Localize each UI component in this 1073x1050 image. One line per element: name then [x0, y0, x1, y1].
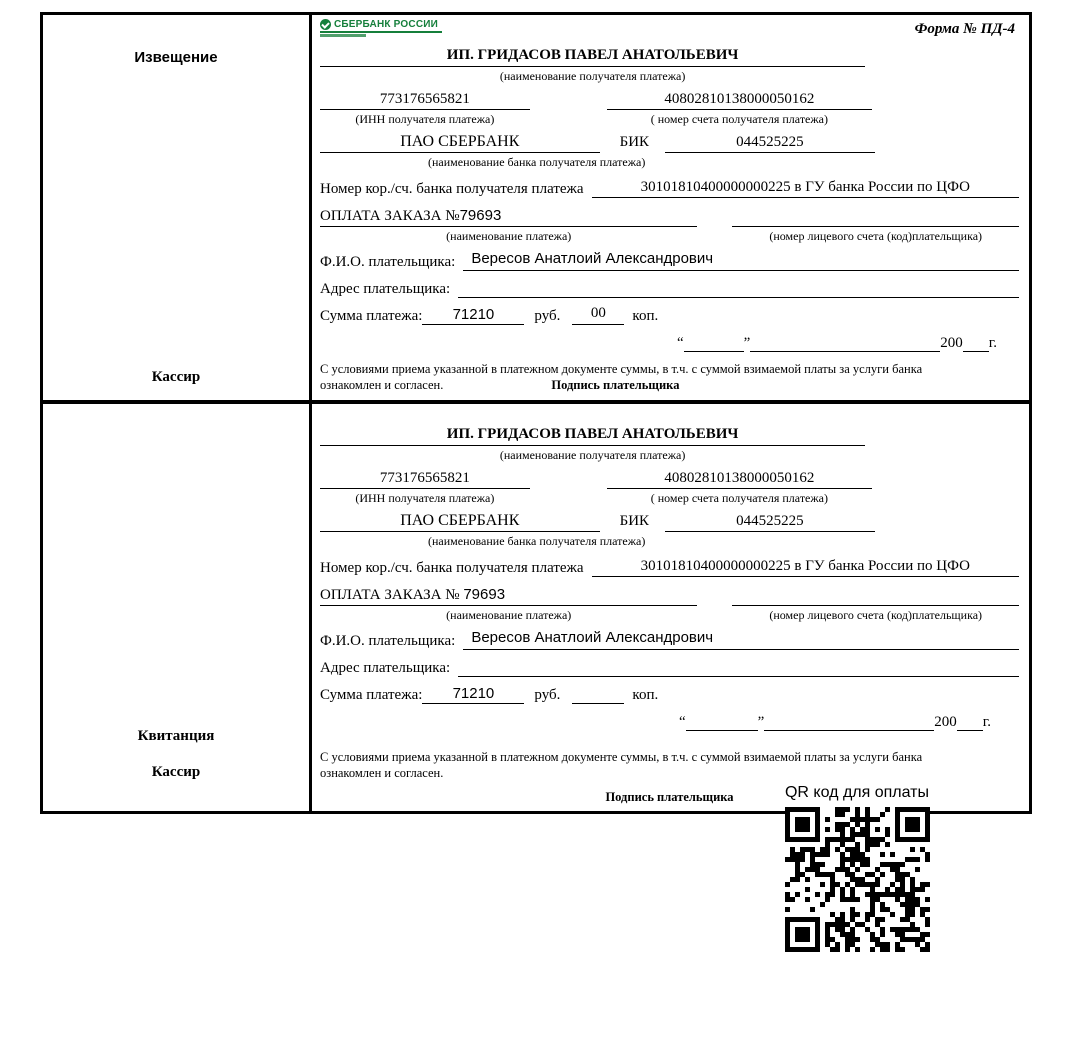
receipt-side-cell [43, 404, 312, 812]
inn-block [320, 91, 530, 127]
bank-bik-row [320, 133, 1019, 153]
payment-sum-row [320, 684, 1019, 704]
amount-rubles-value: 71210 [422, 306, 524, 325]
payer-address-label: Адрес плательщика: [320, 281, 451, 297]
recipient-name-block [320, 426, 865, 463]
sberbank-emblem-icon [320, 19, 331, 30]
notice-main-cell [312, 15, 1029, 400]
account-block [607, 91, 873, 127]
kopecks-label: коп. [632, 308, 659, 324]
inn-value: 773176565821 [320, 470, 530, 489]
korr-account-label: Номер кор./сч. банка получателя платежа [320, 559, 584, 576]
recipient-name: ИП. ГРИДАСОВ ПАВЕЛ АНАТОЛЬЕВИЧ [320, 47, 865, 67]
rubles-label: руб. [534, 686, 561, 703]
date-row [320, 334, 1019, 352]
account-value: 40802810138000050162 [607, 470, 873, 489]
date-open-quote: “ [678, 713, 686, 730]
sberbank-tagline [320, 34, 366, 37]
payer-name-value: Вересов Анатлоий Александрович [463, 250, 1019, 271]
payer-address-value [458, 277, 1019, 298]
korr-account-value: 30101810400000000225 в ГУ банка России по ЦФО [592, 558, 1019, 577]
bank-name-caption: (наименование банка получателя платежа) [428, 533, 646, 548]
account-caption: ( номер счета получателя платежа) [650, 112, 828, 126]
payer-name-row [320, 629, 1019, 650]
payment-sum-row [320, 305, 1019, 325]
payment-purpose-prefix: ОПЛАТА ЗАКАЗА № [320, 208, 460, 224]
payer-address-value [458, 656, 1019, 677]
receipt-section [43, 400, 1029, 812]
kopecks-label: коп. [632, 686, 659, 703]
payer-address-row [320, 277, 1019, 298]
payment-purpose [320, 586, 697, 606]
account-caption: ( номер счета получателя платежа) [650, 490, 828, 505]
receipt-side-title: Квитанция [137, 728, 215, 745]
notice-side-cell [43, 15, 312, 400]
date-day-blank [684, 334, 744, 352]
sum-label: Сумма платежа: [320, 686, 423, 703]
payer-address-label: Адрес плательщика: [320, 659, 451, 676]
personal-account-blank [732, 586, 1019, 606]
payment-purpose-caption: (наименование платежа) [446, 607, 572, 622]
notice-section [43, 15, 1029, 400]
sberbank-logo [320, 19, 460, 37]
date-close-quote: ” [743, 335, 751, 351]
payment-purpose-prefix: ОПЛАТА ЗАКАЗА № [320, 586, 460, 603]
terms-line2: ознакомлен и согласен. [320, 378, 444, 393]
bank-bik-row [320, 512, 1019, 532]
korr-account-label: Номер кор./сч. банка получателя платежа [320, 181, 584, 197]
personal-account-blank [732, 207, 1019, 227]
payment-purpose-caption: (наименование платежа) [446, 229, 572, 243]
account-value: 40802810138000050162 [607, 91, 873, 110]
order-number: 79693 [459, 207, 502, 224]
personal-account-caption: (номер лицевого счета (код)плательщика) [769, 229, 983, 243]
date-month-blank [764, 713, 934, 731]
payer-name-label: Ф.И.О. плательщика: [320, 632, 456, 649]
inn-account-row [320, 91, 1019, 127]
terms-line1: С условиями приема указанной в платежном документе суммы, в т.ч. с суммой взимаемой платы за услуги банка [320, 749, 923, 764]
qr-code-image [785, 807, 930, 952]
date-year-suffix: г. [982, 713, 991, 730]
sberbank-logo-text: СБЕРБАНК РОССИИ [334, 19, 439, 30]
date-open-quote: “ [676, 335, 684, 351]
inn-account-row [320, 470, 1019, 506]
rubles-label: руб. [534, 308, 561, 324]
recipient-name-caption: (наименование получателя платежа) [499, 447, 686, 462]
date-row [320, 713, 1019, 731]
sberbank-logo-top [320, 19, 442, 33]
payer-address-row [320, 656, 1019, 677]
order-number: 79693 [463, 585, 506, 603]
terms-line1: С условиями приема указанной в платежном документе суммы, в т.ч. с суммой взимаемой платы за услуги банка [320, 362, 923, 376]
date-day-blank [686, 713, 758, 731]
korr-account-row [320, 558, 1019, 577]
date-year-suffix: г. [988, 335, 997, 351]
inn-block [320, 470, 530, 506]
payer-signature-label: Подпись плательщика [551, 378, 680, 393]
sum-label: Сумма платежа: [320, 308, 423, 324]
bank-name-value: ПАО СБЕРБАНК [320, 133, 600, 153]
bik-label: БИК [619, 512, 650, 529]
pd4-form-table [40, 12, 1032, 814]
amount-kopecks-value [572, 684, 624, 704]
date-year-prefix: 200 [934, 713, 957, 730]
korr-account-row [320, 179, 1019, 198]
receipt-cashier-label: Кассир [151, 764, 201, 781]
bik-value: 044525225 [665, 513, 875, 532]
bank-name-caption: (наименование банка получателя платежа) [428, 155, 646, 169]
date-year-prefix: 200 [940, 335, 963, 351]
bank-name-value: ПАО СБЕРБАНК [320, 512, 600, 532]
personal-account-caption: (номер лицевого счета (код)плательщика) [769, 607, 983, 622]
terms-line2: ознакомлен и согласен. [320, 765, 444, 780]
qr-block [772, 784, 942, 952]
date-close-quote: ” [757, 713, 765, 730]
inn-caption: (ИНН получателя платежа) [355, 490, 495, 505]
inn-value: 773176565821 [320, 91, 530, 110]
account-block [607, 470, 873, 506]
date-year-blank [957, 713, 983, 731]
receipt-main-cell [312, 404, 1029, 812]
payment-purpose-row [320, 207, 1019, 227]
purpose-captions-row [320, 606, 1019, 623]
recipient-name-block [320, 47, 865, 84]
qr-caption: QR код для оплаты [784, 784, 929, 801]
recipient-name: ИП. ГРИДАСОВ ПАВЕЛ АНАТОЛЬЕВИЧ [320, 426, 865, 446]
terms-block [320, 361, 1019, 394]
notice-side-title: Извещение [134, 49, 218, 66]
notice-header-row [320, 19, 1019, 45]
bik-value: 044525225 [665, 134, 875, 153]
amount-rubles-value: 71210 [422, 685, 524, 704]
date-year-blank [963, 334, 989, 352]
form-number-label: Форма № ПД-4 [914, 21, 1015, 37]
payer-name-row [320, 250, 1019, 271]
recipient-name-caption: (наименование получателя платежа) [499, 69, 686, 83]
notice-cashier-label: Кассир [151, 368, 201, 385]
date-month-blank [750, 334, 940, 352]
terms-line2-row [320, 377, 1019, 393]
amount-kopecks-value: 00 [572, 305, 624, 325]
inn-caption: (ИНН получателя платежа) [355, 112, 495, 126]
payment-purpose [320, 207, 697, 227]
payment-purpose-row [320, 586, 1019, 606]
payer-name-value: Вересов Анатлоий Александрович [463, 629, 1019, 650]
bik-label: БИК [619, 134, 650, 150]
korr-account-value: 30101810400000000225 в ГУ банка России по ЦФО [592, 179, 1019, 198]
payer-signature-label: Подпись плательщика [605, 790, 734, 804]
purpose-captions-row [320, 227, 1019, 244]
payer-name-label: Ф.И.О. плательщика: [320, 254, 456, 270]
